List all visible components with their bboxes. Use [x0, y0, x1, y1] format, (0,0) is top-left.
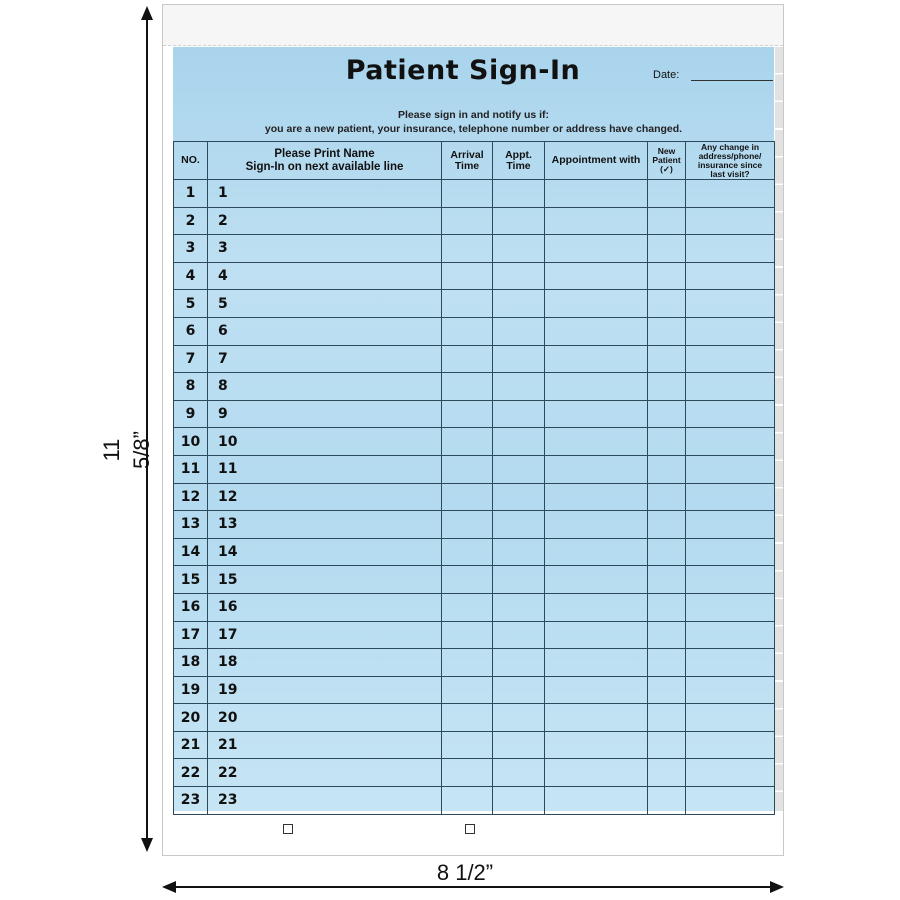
- change-since-last-visit-field[interactable]: [686, 455, 775, 483]
- row-number: 8: [174, 373, 208, 401]
- appointment-with-field[interactable]: [545, 180, 648, 208]
- new-patient-field[interactable]: [648, 290, 686, 318]
- row-number: 13: [174, 511, 208, 539]
- table-row: [174, 649, 775, 677]
- name-field[interactable]: 13: [208, 511, 442, 539]
- row-number: 6: [174, 317, 208, 345]
- arrival-time-field[interactable]: [442, 538, 493, 566]
- row-number: 7: [174, 345, 208, 373]
- appt-time-field[interactable]: [493, 483, 545, 511]
- name-field[interactable]: 18: [208, 649, 442, 677]
- appt-time-field[interactable]: [493, 207, 545, 235]
- change-since-last-visit-field[interactable]: [686, 759, 775, 787]
- new-patient-field[interactable]: [648, 566, 686, 594]
- row-number: 3: [174, 235, 208, 263]
- change-since-last-visit-field[interactable]: [686, 317, 775, 345]
- height-dimension-label: 11 5/8”: [99, 431, 154, 469]
- column-header-appointment-with: Appointment with: [545, 142, 648, 180]
- width-dimension-label: 8 1/2”: [436, 860, 494, 885]
- table-row: [174, 400, 775, 428]
- table-row: [174, 207, 775, 235]
- row-number: 14: [174, 538, 208, 566]
- arrival-time-field[interactable]: [442, 373, 493, 401]
- new-patient-field[interactable]: [648, 759, 686, 787]
- change-since-last-visit-field[interactable]: [686, 566, 775, 594]
- arrival-time-field[interactable]: [442, 483, 493, 511]
- new-patient-field[interactable]: [648, 621, 686, 649]
- new-patient-field[interactable]: [648, 262, 686, 290]
- new-patient-field[interactable]: [648, 235, 686, 263]
- column-header-change-since-last-visit: Any change in address/phone/ insurance since last visit?: [686, 142, 775, 180]
- table-row: [174, 345, 775, 373]
- change-since-last-visit-field[interactable]: [686, 262, 775, 290]
- arrival-time-field[interactable]: [442, 262, 493, 290]
- new-patient-field[interactable]: [648, 483, 686, 511]
- appt-time-field[interactable]: [493, 676, 545, 704]
- new-patient-field[interactable]: [648, 787, 686, 815]
- arrival-time-field[interactable]: [442, 290, 493, 318]
- change-since-last-visit-field[interactable]: [686, 621, 775, 649]
- appointment-with-field[interactable]: [545, 676, 648, 704]
- new-patient-field[interactable]: [648, 207, 686, 235]
- arrival-time-field[interactable]: [442, 649, 493, 677]
- name-field[interactable]: 9: [208, 400, 442, 428]
- change-since-last-visit-field[interactable]: [686, 207, 775, 235]
- table-header-row: [174, 142, 775, 180]
- row-number: 19: [174, 676, 208, 704]
- table-row: [174, 538, 775, 566]
- row-number: 20: [174, 704, 208, 732]
- appt-time-field[interactable]: [493, 511, 545, 539]
- name-field[interactable]: 23: [208, 787, 442, 815]
- arrival-time-field[interactable]: [442, 180, 493, 208]
- new-patient-field[interactable]: [648, 317, 686, 345]
- form-sheet: [173, 47, 774, 811]
- row-number: 9: [174, 400, 208, 428]
- appt-time-field[interactable]: [493, 759, 545, 787]
- appointment-with-field[interactable]: [545, 787, 648, 815]
- arrival-time-field[interactable]: [442, 566, 493, 594]
- table-row: [174, 704, 775, 732]
- appt-time-field[interactable]: [493, 566, 545, 594]
- checkbox-icon: [283, 824, 293, 834]
- appt-time-field[interactable]: [493, 455, 545, 483]
- table-row: [174, 290, 775, 318]
- table-row: [174, 428, 775, 456]
- appointment-with-field[interactable]: [545, 290, 648, 318]
- arrival-time-field[interactable]: [442, 235, 493, 263]
- table-row: [174, 483, 775, 511]
- appt-time-field[interactable]: [493, 345, 545, 373]
- row-number: 16: [174, 593, 208, 621]
- name-field[interactable]: 10: [208, 428, 442, 456]
- appt-time-field[interactable]: [493, 290, 545, 318]
- new-patient-field[interactable]: [648, 180, 686, 208]
- row-number: 22: [174, 759, 208, 787]
- row-number: 4: [174, 262, 208, 290]
- arrival-time-field[interactable]: [442, 400, 493, 428]
- arrival-time-field[interactable]: [442, 759, 493, 787]
- name-field[interactable]: 15: [208, 566, 442, 594]
- name-field[interactable]: 8: [208, 373, 442, 401]
- appt-time-field[interactable]: [493, 593, 545, 621]
- appt-time-field[interactable]: [493, 428, 545, 456]
- name-field[interactable]: 5: [208, 290, 442, 318]
- appt-time-field[interactable]: [493, 180, 545, 208]
- appointment-with-field[interactable]: [545, 649, 648, 677]
- arrival-time-field[interactable]: [442, 621, 493, 649]
- appointment-with-field[interactable]: [545, 235, 648, 263]
- arrival-time-field[interactable]: [442, 787, 493, 815]
- change-since-last-visit-field[interactable]: [686, 538, 775, 566]
- table-row: [174, 180, 775, 208]
- new-patient-field[interactable]: [648, 676, 686, 704]
- appt-time-field[interactable]: [493, 373, 545, 401]
- change-since-last-visit-field[interactable]: [686, 787, 775, 815]
- row-number: 15: [174, 566, 208, 594]
- top-tear-strip: [163, 5, 783, 46]
- change-since-last-visit-field[interactable]: [686, 676, 775, 704]
- name-field[interactable]: 3: [208, 235, 442, 263]
- appointment-with-field[interactable]: [545, 207, 648, 235]
- sign-in-form-paper: [162, 4, 784, 856]
- change-since-last-visit-field[interactable]: [686, 373, 775, 401]
- row-number: 5: [174, 290, 208, 318]
- column-header-new-patient: New Patient (✓): [648, 142, 686, 180]
- column-header-no: NO.: [174, 142, 208, 180]
- arrival-time-field[interactable]: [442, 345, 493, 373]
- appt-time-field[interactable]: [493, 787, 545, 815]
- table-row: [174, 566, 775, 594]
- name-field[interactable]: 4: [208, 262, 442, 290]
- arrival-time-field[interactable]: [442, 511, 493, 539]
- appt-time-field[interactable]: [493, 621, 545, 649]
- arrival-time-field[interactable]: [442, 731, 493, 759]
- height-dimension-arrow-icon: [140, 6, 154, 852]
- change-since-last-visit-field[interactable]: [686, 704, 775, 732]
- table-row: [174, 317, 775, 345]
- arrival-time-field[interactable]: [442, 704, 493, 732]
- new-patient-field[interactable]: [648, 428, 686, 456]
- appointment-with-field[interactable]: [545, 593, 648, 621]
- appt-time-field[interactable]: [493, 235, 545, 263]
- table-row: [174, 511, 775, 539]
- arrival-time-field[interactable]: [442, 676, 493, 704]
- appt-time-field[interactable]: [493, 538, 545, 566]
- appt-time-field[interactable]: [493, 731, 545, 759]
- table-row: [174, 621, 775, 649]
- new-patient-field[interactable]: [648, 704, 686, 732]
- date-label: Date:: [653, 69, 680, 81]
- column-header-arrival-time: Arrival Time: [442, 142, 493, 180]
- name-field[interactable]: 2: [208, 207, 442, 235]
- change-since-last-visit-field[interactable]: [686, 235, 775, 263]
- appointment-with-field[interactable]: [545, 704, 648, 732]
- appointment-with-field[interactable]: [545, 455, 648, 483]
- new-patient-field[interactable]: [648, 649, 686, 677]
- instruction-line-2: you are a new patient, your insurance, telephone number or address have changed.: [264, 123, 683, 135]
- form-title: Patient Sign-In: [345, 55, 581, 86]
- new-patient-field[interactable]: [648, 538, 686, 566]
- appt-time-field[interactable]: [493, 704, 545, 732]
- change-since-last-visit-field[interactable]: [686, 180, 775, 208]
- name-field[interactable]: 11: [208, 455, 442, 483]
- appointment-with-field[interactable]: [545, 317, 648, 345]
- column-header-appt-time: Appt. Time: [493, 142, 545, 180]
- new-patient-field[interactable]: [648, 455, 686, 483]
- change-since-last-visit-field[interactable]: [686, 428, 775, 456]
- new-patient-field[interactable]: [648, 345, 686, 373]
- appt-time-field[interactable]: [493, 400, 545, 428]
- new-patient-field[interactable]: [648, 373, 686, 401]
- arrival-time-field[interactable]: [442, 455, 493, 483]
- name-field[interactable]: 17: [208, 621, 442, 649]
- appointment-with-field[interactable]: [545, 262, 648, 290]
- arrival-time-field[interactable]: [442, 593, 493, 621]
- change-since-last-visit-field[interactable]: [686, 345, 775, 373]
- row-number: 1: [174, 180, 208, 208]
- sign-in-table: [173, 141, 775, 815]
- new-patient-field[interactable]: [648, 511, 686, 539]
- appointment-with-field[interactable]: [545, 566, 648, 594]
- name-field[interactable]: 16: [208, 593, 442, 621]
- appointment-with-field[interactable]: [545, 759, 648, 787]
- change-since-last-visit-field[interactable]: [686, 483, 775, 511]
- column-header-name: Please Print Name Sign-In on next available line: [208, 142, 442, 180]
- checkbox-icon: [465, 824, 475, 834]
- date-field-line: [691, 80, 773, 81]
- name-field[interactable]: 6: [208, 317, 442, 345]
- table-row: [174, 373, 775, 401]
- appointment-with-field[interactable]: [545, 400, 648, 428]
- table-row: [174, 787, 775, 815]
- change-since-last-visit-field[interactable]: [686, 400, 775, 428]
- row-number: 2: [174, 207, 208, 235]
- arrival-time-field[interactable]: [442, 428, 493, 456]
- table-row: [174, 262, 775, 290]
- change-since-last-visit-field[interactable]: [686, 731, 775, 759]
- table-row: [174, 731, 775, 759]
- name-field[interactable]: 1: [208, 180, 442, 208]
- row-number: 23: [174, 787, 208, 815]
- instruction-line-1: Please sign in and notify us if:: [397, 109, 550, 121]
- appointment-with-field[interactable]: [545, 538, 648, 566]
- name-field[interactable]: 22: [208, 759, 442, 787]
- appt-time-field[interactable]: [493, 317, 545, 345]
- row-number: 21: [174, 731, 208, 759]
- row-number: 17: [174, 621, 208, 649]
- new-patient-field[interactable]: [648, 400, 686, 428]
- appointment-with-field[interactable]: [545, 621, 648, 649]
- name-field[interactable]: 7: [208, 345, 442, 373]
- name-field[interactable]: 12: [208, 483, 442, 511]
- row-number: 12: [174, 483, 208, 511]
- change-since-last-visit-field[interactable]: [686, 649, 775, 677]
- table-row: [174, 455, 775, 483]
- appointment-with-field[interactable]: [545, 731, 648, 759]
- appt-time-field[interactable]: [493, 262, 545, 290]
- change-since-last-visit-field[interactable]: [686, 290, 775, 318]
- appt-time-field[interactable]: [493, 649, 545, 677]
- appointment-with-field[interactable]: [545, 428, 648, 456]
- appointment-with-field[interactable]: [545, 511, 648, 539]
- row-number: 11: [174, 455, 208, 483]
- new-patient-field[interactable]: [648, 593, 686, 621]
- name-field[interactable]: 21: [208, 731, 442, 759]
- appointment-with-field[interactable]: [545, 483, 648, 511]
- table-row: [174, 759, 775, 787]
- appointment-with-field[interactable]: [545, 373, 648, 401]
- name-field[interactable]: 20: [208, 704, 442, 732]
- appointment-with-field[interactable]: [545, 345, 648, 373]
- table-row: [174, 593, 775, 621]
- new-patient-field[interactable]: [648, 731, 686, 759]
- table-row: [174, 676, 775, 704]
- name-field[interactable]: 19: [208, 676, 442, 704]
- row-number: 10: [174, 428, 208, 456]
- table-row: [174, 235, 775, 263]
- name-field[interactable]: 14: [208, 538, 442, 566]
- change-since-last-visit-field[interactable]: [686, 511, 775, 539]
- arrival-time-field[interactable]: [442, 207, 493, 235]
- right-edge-tear-tabs: [775, 47, 783, 811]
- arrival-time-field[interactable]: [442, 317, 493, 345]
- change-since-last-visit-field[interactable]: [686, 593, 775, 621]
- row-number: 18: [174, 649, 208, 677]
